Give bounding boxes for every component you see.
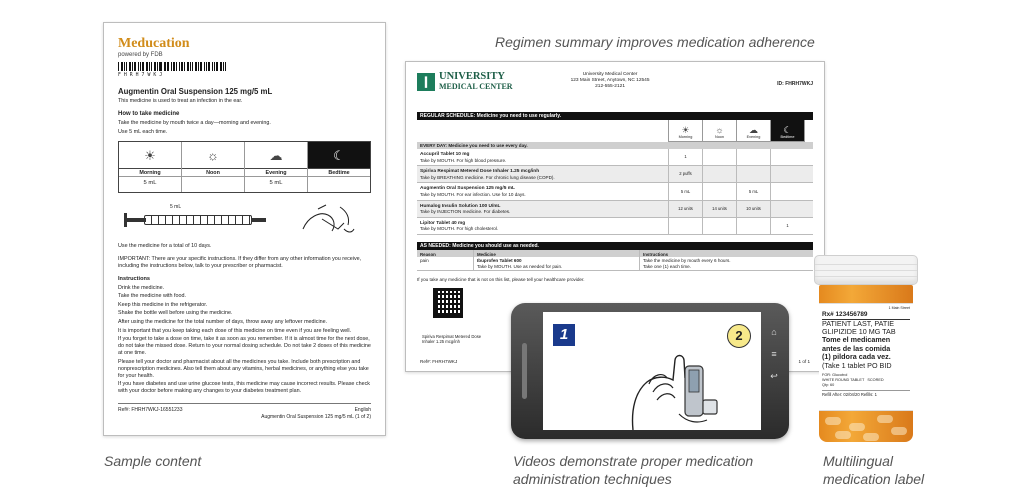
every-day-bar: EVERY DAY: Medicine you need to use every day. <box>417 142 813 149</box>
sunrise-icon: ☀ <box>681 125 690 136</box>
how-to-heading: How to take medicine <box>118 111 180 117</box>
med-name: Humalog Insulin Solution 100 U/mL <box>420 203 501 209</box>
schedule-label: Evening <box>245 168 307 177</box>
menu-icon[interactable]: ≡ <box>771 349 777 359</box>
as-needed-row <box>417 257 813 271</box>
prescription-label <box>819 303 913 411</box>
spanish-instruction: antes de las comida <box>822 343 891 353</box>
barcode <box>118 62 228 71</box>
org-name-line2: MEDICAL CENTER <box>439 82 513 91</box>
med-note: Take by INJECTION medicine. For diabetes. <box>420 209 511 215</box>
address-line: 123 Main Street, Anytown, NC 12545 <box>570 78 650 83</box>
schedule-morning <box>119 142 182 192</box>
how-to-line: Take the medicine by mouth twice a day—morning and evening. <box>118 120 271 126</box>
barcode-id: FHRH7WKJ <box>118 73 166 78</box>
university-logo <box>417 72 513 92</box>
instruction-item: Drink the medicine. <box>118 284 165 291</box>
med-note: Take by BREATHING medicine. For chronic lung disease (COPD). <box>420 174 555 180</box>
qr-caption-line: Spiriva Respimat Metered Dose <box>422 334 482 339</box>
schedule-value <box>308 177 370 189</box>
footer-page: Augmentin Oral Suspension 125 mg/5 mL (1 of 2) <box>261 414 371 420</box>
instruction-item: Take the medicine with food. <box>118 293 187 300</box>
dose-cell <box>770 166 804 182</box>
patient-name: PATIENT LAST, PATIE <box>822 318 895 328</box>
moon-bed-icon: ☾ <box>308 142 370 168</box>
dose-cell: 5 mL <box>736 183 770 199</box>
org-name-line1: UNIVERSITY <box>439 71 505 82</box>
sunrise-icon: ☀ <box>144 147 156 163</box>
sample-caption: Sample content <box>104 453 202 469</box>
instructions-heading: Instructions <box>118 276 151 282</box>
schedule-evening <box>245 142 308 192</box>
med-note: Take by MOUTH. Use as needed for pain. <box>477 263 563 269</box>
videos-caption-line2: administration techniques <box>513 471 672 487</box>
time-evening <box>737 120 771 142</box>
dose-cell <box>770 201 804 217</box>
med-name: Spiriva Respimat Metered Dose Inhaler 1.25 mcg/inh <box>420 169 540 175</box>
spanish-instruction: Tome el medicamen <box>822 335 891 345</box>
dose-cell: 12 units <box>668 201 702 217</box>
med-name: Ibuprofen Tablet 600 <box>477 257 522 263</box>
schedule-value <box>182 177 244 189</box>
dose-cell: 14 units <box>702 201 736 217</box>
schedule-value: 5 mL <box>269 180 283 186</box>
time-label: Morning <box>678 135 693 140</box>
meducation-logo: Meducation <box>118 36 190 51</box>
med-note: Take by MOUTH. For high cholesterol. <box>420 226 499 232</box>
schedule-label: Morning <box>119 168 181 177</box>
refill-info: Refill After: 02/04/20 Refills: 1 <box>822 390 910 398</box>
instructions-list <box>118 285 371 396</box>
medication-row <box>417 201 813 218</box>
footer-language: English <box>354 407 371 413</box>
instruction-item: It is important that you keep taking each dose of this medicine on time even if you are feeling well. <box>118 327 352 334</box>
dose-cell <box>668 218 702 234</box>
time-of-day-header <box>668 120 813 142</box>
dose-cell <box>770 183 804 199</box>
instruction-line: Take one (1) each time. <box>643 263 692 269</box>
tablet-color: WHITE ROUND TABLET <box>822 377 865 382</box>
dose-cell: 1 <box>668 149 702 165</box>
schedule-label: Bedtime <box>308 168 370 177</box>
hand-shaking-bottle-icon <box>298 199 358 239</box>
dose-cell <box>702 166 736 182</box>
instruction-line: Take the medicine by mouth every 6 hours. <box>643 257 731 263</box>
med-name: Lipitor Tablet 40 mg <box>420 220 466 226</box>
regimen-ref: Ref#: FHRH7WKJ <box>420 359 458 365</box>
regimen-page: 1 of 1 <box>798 359 810 365</box>
column-header: Reason <box>420 251 436 257</box>
qr-caption <box>422 334 481 344</box>
qr-caption-line: Inhaler 1.25 mcg/inh <box>422 339 460 344</box>
university-logo-icon: ❙ <box>417 73 435 91</box>
brand-subtitle: powered by FDB <box>118 52 163 58</box>
syringe-illustration <box>118 199 371 241</box>
hand-holding-inhaler-icon <box>613 330 743 430</box>
schedule-bedtime <box>308 142 370 192</box>
time-morning <box>669 120 703 142</box>
regimen-caption: Regimen summary improves medication adherence <box>495 34 815 50</box>
syringe-dose-label: 5 mL <box>170 204 182 210</box>
time-label: Evening <box>746 135 761 140</box>
moon-bed-icon: ☾ <box>783 125 792 136</box>
multilingual-caption-line2: medication label <box>823 471 925 487</box>
step-two-badge: 2 <box>727 324 751 348</box>
tablet-scored: SCORED <box>867 377 884 382</box>
medication-row <box>417 149 813 166</box>
as-needed-header <box>417 250 813 257</box>
instruction-item: If you forget to take a dose on time, take it as soon as you remember. If it is almost time for the next dose, do not take the missed dose. Return to your normal dosing schedule. Do not take 2 doses of this medicine at one time. <box>118 336 371 357</box>
quantity: Qty: 60 <box>822 382 835 387</box>
schedule-noon <box>182 142 245 192</box>
medication-purpose: This medicine is used to treat an infection in the ear. <box>118 98 243 104</box>
step-one-badge: 1 <box>553 324 575 346</box>
phone-nav-buttons <box>767 327 781 382</box>
dose-cell <box>736 149 770 165</box>
bottle-cap <box>814 255 918 285</box>
med-name: Accupril Tablet 10 mg <box>420 152 470 157</box>
instruction-item: If you have diabetes and use urine glucose tests, this medicine may cause incorrect results. Please check with your doctor before making any changes to your diabetes treatment plan. <box>118 381 370 395</box>
org-address <box>571 72 650 90</box>
drug-name: GLIPIZIDE 10 MG TAB <box>822 326 896 336</box>
medication-row <box>417 166 813 183</box>
dose-cell <box>770 149 804 165</box>
schedule-value: 5 mL <box>143 180 157 186</box>
sheet-footer <box>118 403 371 421</box>
dose-cell: 10 units <box>736 201 770 217</box>
syringe-plunger <box>126 218 146 222</box>
pharmacy-address: 1 Main Street <box>888 306 910 310</box>
dose-cell <box>736 166 770 182</box>
for-line: FOR: Glucotrol <box>822 372 848 377</box>
address-line: 212-555-2121 <box>595 84 625 89</box>
medication-row <box>417 218 813 235</box>
english-instruction: (Take 1 tablet PO BID <box>822 360 892 370</box>
sunset-icon: ☁ <box>749 125 758 136</box>
instruction-item: Keep this medicine in the refrigerator. <box>118 301 208 308</box>
sample-content-sheet <box>103 22 386 436</box>
dose-cell: 5 mL <box>668 183 702 199</box>
how-to-line: Use 5 mL each time. <box>118 129 168 135</box>
column-header: Instructions <box>639 250 813 257</box>
column-header: Medicine <box>473 250 639 257</box>
med-note: Take by MOUTH. For ear infection. Use for 10 days. <box>420 191 526 197</box>
time-bedtime <box>771 120 805 142</box>
video-screen[interactable] <box>543 312 761 430</box>
med-note: Take by MOUTH. For high blood pressure. <box>420 157 507 163</box>
time-label: Noon <box>714 135 725 140</box>
patient-id: ID: FHRH7WKJ <box>777 81 813 87</box>
important-note: IMPORTANT: There are your specific instructions. If they differ from any other information you receive, including the instructions below, talk to your prescriber or pharmacist. <box>118 256 362 269</box>
schedule-label: Noon <box>182 168 244 177</box>
instruction-item: Shake the bottle well before using the medicine. <box>118 310 233 317</box>
medication-title: Augmentin Oral Suspension 125 mg/5 mL <box>118 87 273 96</box>
videos-caption-line1: Videos demonstrate proper medication <box>513 453 754 469</box>
use-days-line: Use the medicine for a total of 10 days. <box>118 243 212 249</box>
multilingual-caption-line1: Multilingual <box>823 453 894 469</box>
qr-code[interactable] <box>433 288 463 318</box>
regimen-header <box>417 72 813 104</box>
back-icon[interactable]: ↩ <box>770 371 778 381</box>
time-noon <box>703 120 737 142</box>
dose-cell: 2 puffs <box>668 166 702 182</box>
dose-cell: 1 <box>770 218 804 234</box>
syringe-barrel <box>144 215 252 225</box>
sunset-icon: ☁ <box>269 147 283 163</box>
rx-number: Rx# 123456789 <box>822 311 910 320</box>
dose-cell <box>702 183 736 199</box>
home-icon[interactable]: ⌂ <box>771 327 777 337</box>
dose-cell <box>736 218 770 234</box>
instruction-item: Please tell your doctor and pharmacist about all the medicines you take. Include both prescription and nonprescription medicines. Also tell them about any vitamins, herbal medicines, or anything else you take for your health. <box>118 358 369 379</box>
regular-schedule-bar: REGULAR SCHEDULE: Medicine you need to use regularly. <box>417 112 813 120</box>
sun-icon: ☼ <box>715 125 724 136</box>
address-line: University Medical Center <box>582 72 638 77</box>
reason-cell: pain <box>420 257 429 263</box>
time-label: Bedtime <box>780 135 795 140</box>
dose-schedule-table <box>118 141 371 193</box>
instruction-item: After using the medicine for the total number of days, throw away any leftover medicine. <box>118 318 328 325</box>
dose-cell <box>702 218 736 234</box>
as-needed-bar: AS NEEDED: Medicine you should use as needed. <box>417 242 813 250</box>
dose-cell <box>702 149 736 165</box>
medication-table <box>417 149 813 235</box>
medication-row <box>417 183 813 200</box>
healthcare-provider-note: If you take any medicine that is not on this list, please tell your healthcare provider. <box>417 277 585 283</box>
sun-icon: ☼ <box>207 147 219 163</box>
phone-home-button[interactable] <box>522 343 527 399</box>
footer-ref: Ref#: FHRH7WKJ-16551233 <box>118 407 183 413</box>
syringe-tip <box>252 218 266 222</box>
spanish-instruction: (1) pildora cada vez. <box>822 352 891 362</box>
phone-device <box>511 303 789 439</box>
med-name: Augmentin Oral Suspension 125 mg/5 mL <box>420 186 515 192</box>
